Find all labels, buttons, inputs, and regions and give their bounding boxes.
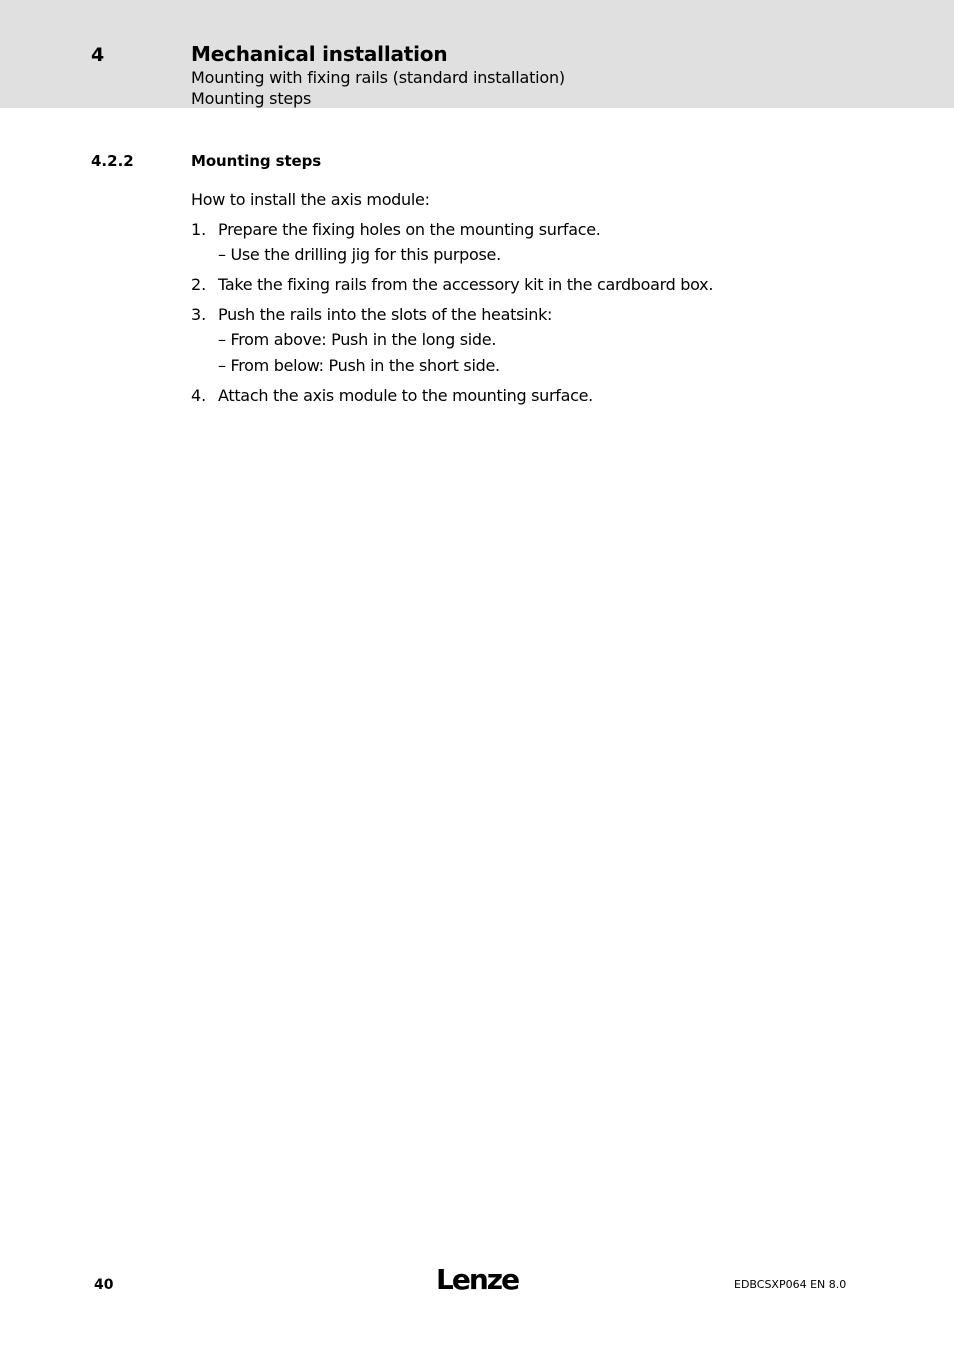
step-text: Attach the axis module to the mounting surface. [218, 386, 593, 405]
step-subtext: – From above: Push in the long side. [218, 330, 497, 349]
lenze-logo: Lenze [436, 1263, 519, 1296]
header-band [0, 0, 954, 108]
header-subtitle-2: Mounting steps [191, 89, 312, 108]
step-number: 3. [191, 305, 207, 324]
step-text: Prepare the fixing holes on the mounting surface. [218, 220, 601, 239]
section-number: 4.2.2 [91, 152, 134, 170]
chapter-number: 4 [91, 44, 105, 66]
chapter-title: Mechanical installation [191, 42, 448, 66]
step-number: 1. [191, 220, 207, 239]
section-title: Mounting steps [191, 152, 322, 170]
step-subtext: – Use the drilling jig for this purpose. [218, 245, 501, 264]
page-number: 40 [94, 1277, 114, 1293]
intro-text: How to install the axis module: [191, 190, 430, 209]
document-id: EDBCSXP064 EN 8.0 [734, 1278, 847, 1291]
step-number: 4. [191, 386, 207, 405]
step-number: 2. [191, 275, 207, 294]
header-subtitle-1: Mounting with fixing rails (standard installation) [191, 68, 565, 87]
step-text: Take the fixing rails from the accessory kit in the cardboard box. [218, 275, 714, 294]
step-subtext: – From below: Push in the short side. [218, 356, 500, 375]
step-text: Push the rails into the slots of the heatsink: [218, 305, 553, 324]
